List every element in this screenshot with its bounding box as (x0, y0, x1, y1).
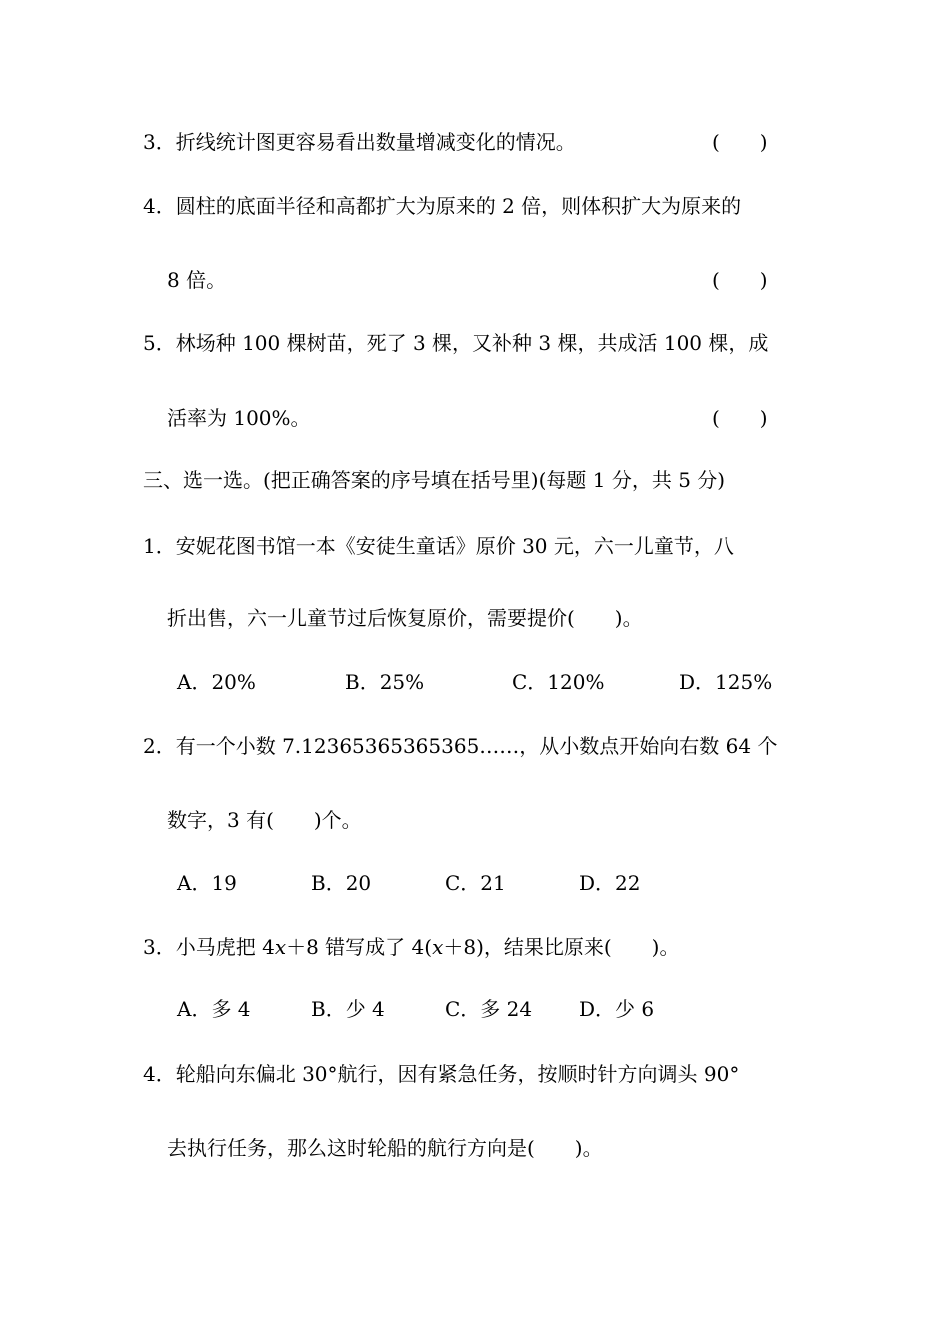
choice-q3-text (143, 933, 679, 961)
choice-q3-option-a[interactable]: A．多 4 (177, 997, 251, 1021)
choice-q1-option-c[interactable]: C．120% (512, 670, 605, 694)
judge-q4-answer-paren[interactable]: ( ) (712, 268, 768, 292)
choice-q3-post: ＋8)，结果比原来( )。 (443, 935, 680, 959)
choice-q1-option-b[interactable]: B．25% (345, 670, 425, 694)
choice-q3-variable-x: x (274, 935, 287, 959)
choice-q3-variable-x-2: x (432, 935, 444, 959)
judge-q4-line2: 8 倍。 (167, 268, 227, 292)
choice-q2-option-c[interactable]: C．21 (445, 871, 506, 895)
choice-q3-pre: 3．小马虎把 4 (143, 935, 275, 959)
judge-q5-line1: 5．林场种 100 棵树苗，死了 3 棵，又补种 3 棵，共成活 100 棵，成 (143, 331, 769, 355)
choice-q2-line1: 2．有一个小数 7.12365365365365……，从小数点开始向右数 64 个 (143, 734, 778, 758)
choice-q3-mid: ＋8 错写成了 4( (286, 935, 433, 959)
choice-q4-line2: 去执行任务，那么这时轮船的航行方向是( )。 (167, 1136, 603, 1160)
judge-q3-text: 3．折线统计图更容易看出数量增减变化的情况。 (143, 130, 576, 154)
section3-heading: 三、选一选。(把正确答案的序号填在括号里)(每题 1 分，共 5 分) (143, 468, 726, 492)
judge-q5-line2: 活率为 100%。 (167, 406, 311, 430)
choice-q3-option-c[interactable]: C．多 24 (445, 997, 533, 1021)
choice-q1-option-d[interactable]: D．125% (679, 670, 773, 694)
choice-q2-option-d[interactable]: D．22 (579, 871, 641, 895)
judge-q4-line1: 4．圆柱的底面半径和高都扩大为原来的 2 倍，则体积扩大为原来的 (143, 194, 742, 218)
choice-q2-line2: 数字，3 有( )个。 (167, 808, 362, 832)
choice-q2-option-a[interactable]: A．19 (177, 871, 237, 895)
choice-q3-option-b[interactable]: B．少 4 (311, 997, 385, 1021)
judge-q5-answer-paren[interactable]: ( ) (712, 406, 768, 430)
choice-q1-line2: 折出售，六一儿童节过后恢复原价，需要提价( )。 (167, 606, 643, 630)
judge-q3-answer-paren[interactable]: ( ) (712, 130, 768, 154)
choice-q1-option-a[interactable]: A．20% (177, 670, 256, 694)
choice-q2-option-b[interactable]: B．20 (311, 871, 372, 895)
choice-q1-line1: 1．安妮花图书馆一本《安徒生童话》原价 30 元，六一儿童节，八 (143, 534, 734, 558)
choice-q3-option-d[interactable]: D．少 6 (579, 997, 655, 1021)
choice-q4-line1: 4．轮船向东偏北 30°航行，因有紧急任务，按顺时针方向调头 90° (143, 1062, 740, 1086)
